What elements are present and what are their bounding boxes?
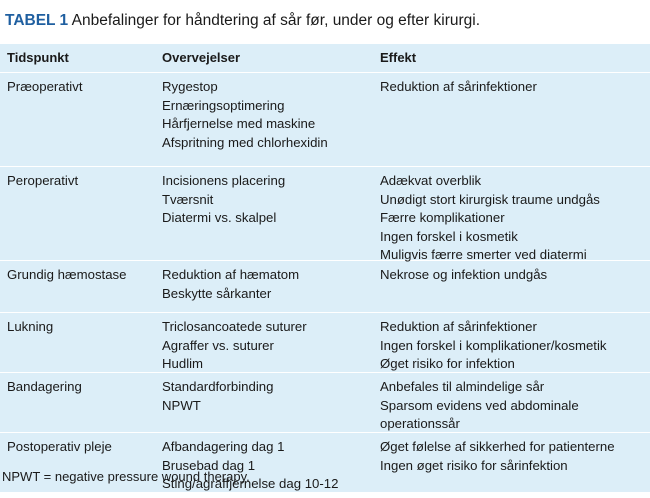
effekt-line: operationssår	[380, 416, 460, 432]
effekt-line: Øget risiko for infektion	[380, 356, 515, 372]
overvejelser-line: Hudlim	[162, 356, 204, 372]
tidspunkt-text: Grundig hæmostase	[7, 267, 127, 283]
cell-effekt	[372, 433, 650, 492]
overvejelser-line: Rygestop	[162, 79, 218, 95]
tidspunkt-text: Bandagering	[7, 379, 82, 395]
cell-overvejelser	[154, 167, 372, 260]
overvejelser-line: Beskytte sårkanter	[162, 285, 272, 301]
overvejelser-line: Diatermi vs. skalpel	[162, 210, 277, 226]
table-title: Anbefalinger for håndtering af sår før, under og efter kirurgi.	[71, 12, 481, 29]
table-row	[0, 312, 650, 372]
cell-effekt	[372, 261, 650, 312]
cell-tidspunkt	[0, 261, 154, 312]
effekt-line: Ingen øget risiko for sårinfektion	[380, 457, 568, 473]
effekt-line: Muligvis færre smerter ved diatermi	[380, 247, 587, 263]
cell-effekt	[372, 73, 650, 166]
effekt-line: Sparsom evidens ved abdominale	[380, 397, 579, 413]
overvejelser-line: Afspritning med chlorhexidin	[162, 134, 328, 150]
table-header-row	[0, 44, 650, 72]
cell-overvejelser	[154, 313, 372, 372]
tidspunkt-text: Lukning	[7, 319, 54, 335]
cell-tidspunkt	[0, 373, 154, 432]
table-footnote: NPWT = negative pressure wound therapy.	[2, 469, 250, 484]
effekt-line: Nekrose og infektion undgås	[380, 267, 548, 283]
recommendations-table	[0, 44, 650, 492]
tidspunkt-text: Postoperativ pleje	[7, 439, 112, 455]
effekt-line: Ingen forskel i kosmetik	[380, 228, 518, 244]
effekt-line: Unødigt stort kirurgisk traume undgås	[380, 191, 600, 207]
cell-effekt	[372, 373, 650, 432]
table-caption	[5, 11, 480, 31]
overvejelser-line: Tværsnit	[162, 191, 214, 207]
cell-overvejelser	[154, 373, 372, 432]
table-body	[0, 72, 650, 492]
overvejelser-line: Agraffer vs. suturer	[162, 337, 274, 353]
header-overvejelser: Overvejelser	[162, 50, 241, 65]
overvejelser-line: Standardforbinding	[162, 379, 274, 395]
cell-effekt	[372, 313, 650, 372]
tidspunkt-text: Peroperativt	[7, 173, 79, 189]
overvejelser-line: Afbandagering dag 1	[162, 439, 285, 455]
table-row	[0, 166, 650, 263]
overvejelser-line: Hårfjernelse med maskine	[162, 116, 316, 132]
header-effekt: Effekt	[380, 50, 417, 65]
effekt-line: Færre komplikationer	[380, 210, 505, 226]
table-row	[0, 372, 650, 432]
effekt-line: Reduktion af sårinfektioner	[380, 319, 537, 335]
tidspunkt-text: Præoperativt	[7, 79, 83, 95]
table-row	[0, 260, 650, 312]
effekt-line: Reduktion af sårinfektioner	[380, 79, 537, 95]
overvejelser-line: Sting/agraffjernelse dag 10-12	[162, 476, 339, 492]
cell-overvejelser	[154, 73, 372, 166]
overvejelser-line: NPWT	[162, 397, 201, 413]
cell-tidspunkt	[0, 73, 154, 166]
effekt-line: Øget følelse af sikkerhed for patienterne	[380, 439, 615, 455]
effekt-line: Anbefales til almindelige sår	[380, 379, 545, 395]
overvejelser-line: Ernæringsoptimering	[162, 97, 285, 113]
cell-tidspunkt	[0, 313, 154, 372]
overvejelser-line: Brusebad dag 1	[162, 457, 256, 473]
header-tidspunkt: Tidspunkt	[7, 50, 69, 65]
effekt-line: Ingen forskel i komplikationer/kosmetik	[380, 337, 607, 353]
overvejelser-line: Incisionens placering	[162, 173, 286, 189]
cell-tidspunkt	[0, 167, 154, 260]
cell-effekt	[372, 167, 650, 263]
overvejelser-line: Triclosancoatede suturer	[162, 319, 307, 335]
table-label: TABEL 1	[5, 12, 69, 29]
overvejelser-line: Reduktion af hæmatom	[162, 267, 300, 283]
cell-overvejelser	[154, 261, 372, 312]
table-row	[0, 72, 650, 166]
effekt-line: Adækvat overblik	[380, 173, 482, 189]
